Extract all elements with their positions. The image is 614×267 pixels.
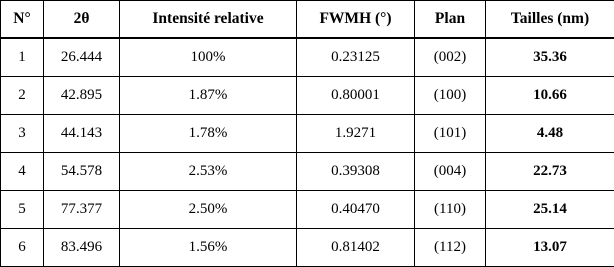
header-row: [1, 1, 614, 39]
table-row: [1, 77, 614, 115]
header-plane: Plan: [415, 1, 486, 39]
cell-number: 1: [1, 38, 44, 77]
table-row: [1, 191, 614, 229]
cell-size: 35.36: [486, 38, 614, 77]
table-row: [1, 38, 614, 77]
cell-plane: (110): [415, 191, 486, 229]
header-number: N°: [1, 1, 44, 39]
cell-plane: (100): [415, 77, 486, 115]
cell-two-theta: 77.377: [44, 191, 120, 229]
cell-fwhm: 0.23125: [297, 38, 415, 77]
cell-relative-intensity: 100%: [120, 38, 297, 77]
cell-two-theta: 44.143: [44, 115, 120, 153]
cell-relative-intensity: 1.87%: [120, 77, 297, 115]
cell-fwhm: 0.40470: [297, 191, 415, 229]
cell-number: 6: [1, 229, 44, 267]
cell-number: 5: [1, 191, 44, 229]
cell-size: 22.73: [486, 153, 614, 191]
header-fwhm: FWMH (°): [297, 1, 415, 39]
cell-relative-intensity: 1.56%: [120, 229, 297, 267]
cell-two-theta: 42.895: [44, 77, 120, 115]
cell-relative-intensity: 2.53%: [120, 153, 297, 191]
cell-plane: (112): [415, 229, 486, 267]
cell-number: 3: [1, 115, 44, 153]
header-relative-intensity: Intensité relative: [120, 1, 297, 39]
cell-plane: (002): [415, 38, 486, 77]
header-two-theta: 2θ: [44, 1, 120, 39]
cell-fwhm: 1.9271: [297, 115, 415, 153]
cell-number: 4: [1, 153, 44, 191]
table-row: [1, 115, 614, 153]
cell-relative-intensity: 1.78%: [120, 115, 297, 153]
cell-size: 25.14: [486, 191, 614, 229]
cell-number: 2: [1, 77, 44, 115]
cell-two-theta: 83.496: [44, 229, 120, 267]
cell-plane: (101): [415, 115, 486, 153]
cell-relative-intensity: 2.50%: [120, 191, 297, 229]
cell-size: 4.48: [486, 115, 614, 153]
cell-two-theta: 26.444: [44, 38, 120, 77]
cell-fwhm: 0.80001: [297, 77, 415, 115]
table-row: [1, 229, 614, 267]
cell-size: 10.66: [486, 77, 614, 115]
cell-fwhm: 0.81402: [297, 229, 415, 267]
cell-size: 13.07: [486, 229, 614, 267]
cell-fwhm: 0.39308: [297, 153, 415, 191]
header-size: Tailles (nm): [486, 1, 614, 39]
cell-plane: (004): [415, 153, 486, 191]
table-row: [1, 153, 614, 191]
cell-two-theta: 54.578: [44, 153, 120, 191]
